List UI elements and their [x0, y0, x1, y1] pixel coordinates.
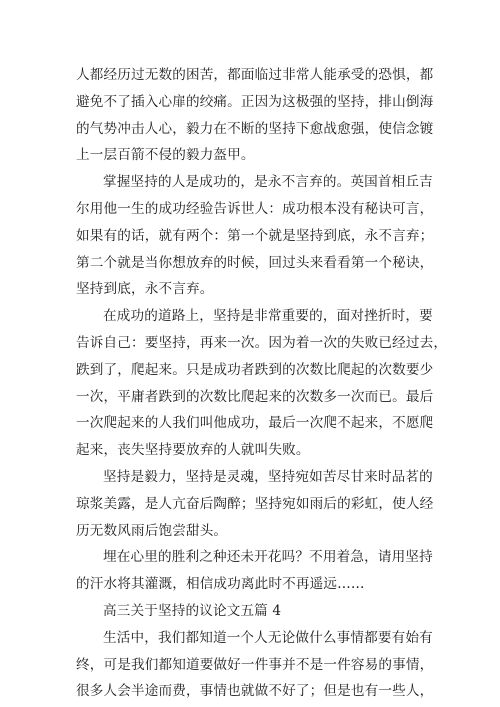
text-line: 人都经历过无数的困苦，都面临过非常人能承受的恐惧，都	[76, 67, 434, 83]
text-line: 起来，丧失坚持要放弃的人就叫失败。	[76, 442, 310, 459]
text-line: 的气势冲击人心，毅力在不断的坚持下愈战愈强，使信念镀	[76, 120, 434, 137]
text-line: 很多人会半途而费，事情也就做不好了；但是也有一些人，	[76, 683, 434, 700]
text-line: 的汗水将其灌溉，相信成功离此时不再遥远……	[76, 576, 365, 593]
text-line: 跌到了，爬起来。只是成功者跌到的次数比爬起的次数要少	[76, 361, 434, 378]
text-line: 坚持到底，永不言弃。	[76, 281, 214, 298]
text-line: 一次爬起来的人我们叫他成功，最后一次爬不起来，不愿爬	[76, 415, 434, 432]
paragraph-first-line: 掌握坚持的人是成功的，是永不言弃的。英国首相丘吉	[103, 174, 433, 191]
paragraph-first-line: 在成功的道路上，坚持是非常重要的，面对挫折时，要	[103, 308, 433, 325]
text-line: 告诉自己：要坚持，再来一次。因为着一次的失败已经过去，	[76, 334, 448, 351]
paragraph-first-line: 生活中，我们都知道一个人无论做什么事情都要有始有	[103, 629, 433, 646]
text-line: 终，可是我们都知道要做好一件事并不是一件容易的事情，	[76, 656, 434, 673]
text-line: 历无数风雨后饱尝甜头。	[76, 522, 228, 539]
text-line: 避免不了插入心扉的绞痛。正因为这极强的坚持，排山倒海	[76, 93, 434, 110]
text-line: 尔用他一生的成功经验告诉世人：成功根本没有秘诀可言，	[76, 200, 434, 217]
document-body	[76, 62, 448, 705]
paragraph-first-line: 坚持是毅力，坚持是灵魂，坚持宛如苦尽甘来时品茗的	[103, 468, 433, 485]
text-line: 如果有的话，就有两个：第一个就是坚持到底，永不言弃；	[76, 227, 434, 244]
section-heading: 高三关于坚持的议论文五篇 4	[103, 602, 282, 619]
text-line: 上一层百箭不侵的毅力盔甲。	[76, 147, 255, 164]
text-line: 一次，平庸者跌到的次数比爬起来的次数多一次而已。最后	[76, 388, 434, 405]
text-line: 琼浆美露，是人亢奋后陶醉；坚持宛如雨后的彩虹，使人经	[76, 495, 434, 512]
text-line: 第二个就是当你想放弃的时候，回过头来看看第一个秘诀，	[76, 254, 434, 271]
paragraph-first-line: 埋在心里的胜利之种还未开花吗？不用着急，请用坚持	[103, 549, 433, 566]
